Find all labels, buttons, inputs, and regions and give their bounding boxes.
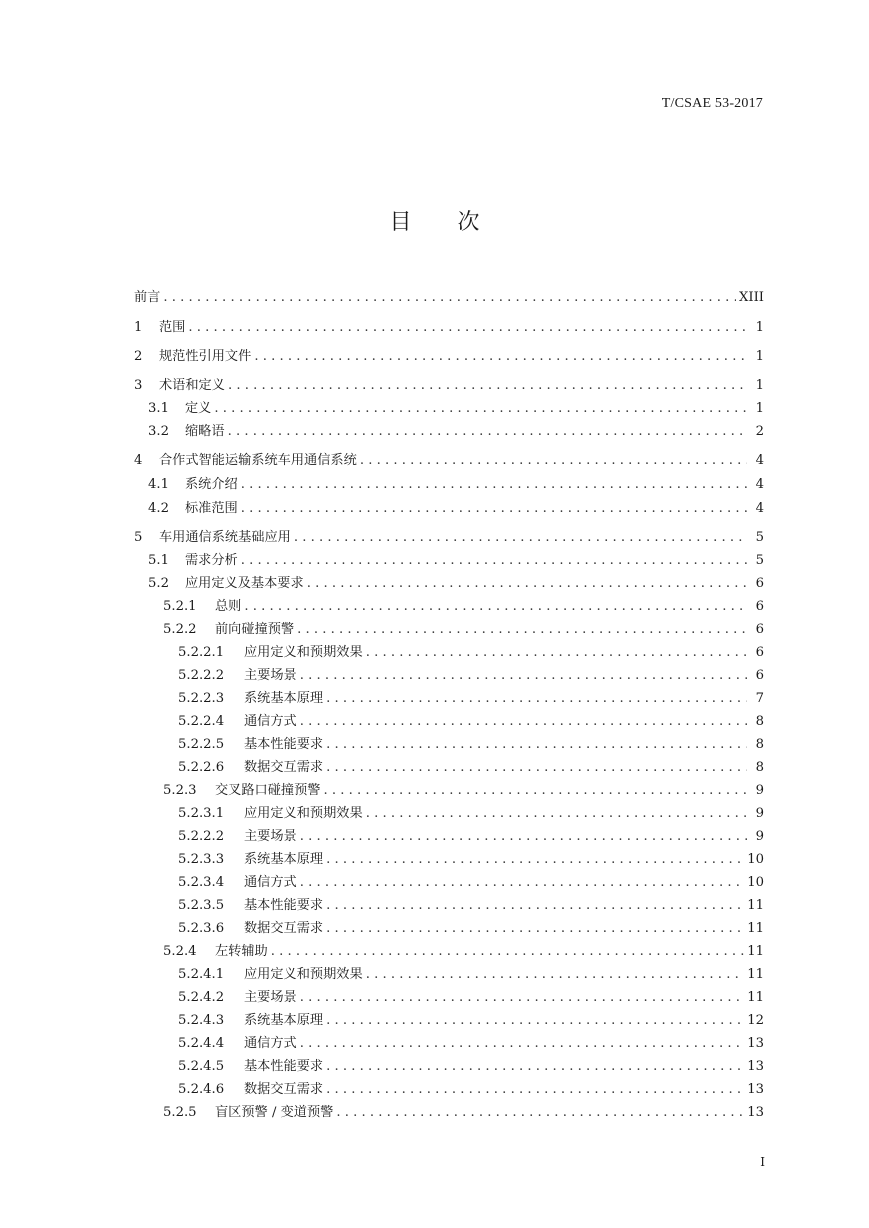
toc-dot-leader [326, 1082, 744, 1097]
toc-dot-leader [300, 829, 747, 844]
toc-dot-leader [326, 921, 744, 936]
toc-dot-leader [307, 576, 747, 591]
toc-entry[interactable] [134, 733, 764, 755]
toc-entry-page: 1 [755, 349, 764, 364]
toc-dot-leader [294, 530, 747, 545]
toc-entry-title: 系统基本原理 [244, 691, 324, 706]
toc-dot-leader [324, 783, 748, 798]
toc-dot-leader [163, 290, 736, 305]
toc-entry[interactable] [134, 397, 764, 419]
toc-dot-leader [241, 553, 747, 568]
toc-entry-number: 5.2.5 [163, 1105, 197, 1120]
toc-entry[interactable] [134, 779, 764, 801]
toc-entry-number: 5.2.3.3 [178, 852, 225, 867]
toc-dot-leader [366, 806, 747, 821]
toc-dot-leader [241, 501, 747, 516]
toc-entry-page: 13 [747, 1105, 764, 1120]
toc-dot-leader [326, 760, 747, 775]
toc-entry-number: 5 [134, 530, 143, 545]
toc-entry-title: 通信方式 [244, 875, 297, 890]
toc-entry-number: 4.2 [148, 501, 169, 516]
toc-entry-title: 数据交互需求 [244, 921, 324, 936]
toc-dot-leader [366, 967, 745, 982]
toc-entry-title: 车用通信系统基础应用 [159, 530, 291, 545]
toc-dot-leader [326, 1013, 744, 1028]
toc-entry-title: 盲区预警 / 变道预警 [215, 1105, 334, 1120]
toc-dot-leader [326, 1059, 744, 1074]
toc-entry-page: 9 [755, 783, 764, 798]
toc-dot-leader [300, 875, 744, 890]
toc-entry[interactable] [134, 848, 764, 870]
toc-dot-leader [254, 349, 747, 364]
toc-entry-title: 合作式智能运输系统车用通信系统 [159, 453, 357, 468]
toc-entry-title: 通信方式 [244, 714, 297, 729]
toc-dot-leader [326, 898, 744, 913]
toc-entry-title: 定义 [185, 401, 212, 416]
toc-entry-title: 数据交互需求 [244, 760, 324, 775]
toc-entry-page: 6 [755, 576, 764, 591]
toc-entry-page: 5 [755, 553, 764, 568]
toc-entry-page: 6 [755, 668, 764, 683]
toc-entry[interactable] [134, 986, 764, 1008]
toc-entry-title: 应用定义和预期效果 [244, 645, 363, 660]
toc-entry-title: 规范性引用文件 [159, 349, 252, 364]
document-code: T/CSAE 53-2017 [661, 96, 763, 111]
toc-entry[interactable] [134, 420, 764, 442]
toc-entry-number: 5.2 [148, 576, 169, 591]
toc-entry-page: 11 [747, 921, 764, 936]
toc-entry-number: 3 [134, 378, 143, 393]
toc-entry[interactable] [134, 710, 764, 732]
toc-entry[interactable] [134, 871, 764, 893]
toc-entry-page: 8 [755, 760, 764, 775]
toc-dot-leader [188, 320, 747, 335]
toc-entry[interactable] [134, 618, 764, 640]
toc-entry[interactable] [134, 286, 764, 308]
toc-entry-page: 8 [755, 714, 764, 729]
toc-entry-number: 5.2.4.1 [178, 967, 225, 982]
toc-entry-page: 12 [747, 1013, 764, 1028]
toc-entry-number: 5.2.2.1 [178, 645, 225, 660]
toc-dot-leader [297, 622, 747, 637]
toc-entry-number: 5.1 [148, 553, 169, 568]
toc-entry[interactable] [134, 756, 764, 778]
toc-entry-number: 5.2.2.4 [178, 714, 225, 729]
toc-dot-leader [336, 1105, 744, 1120]
toc-entry-page: 4 [755, 477, 764, 492]
toc-entry-title: 应用定义和预期效果 [244, 806, 363, 821]
toc-entry-number: 5.2.3 [163, 783, 197, 798]
toc-entry-number: 5.2.4.2 [178, 990, 225, 1005]
toc-entry-number: 5.2.4 [163, 944, 197, 959]
toc-entry[interactable] [134, 802, 764, 824]
toc-entry-title: 标准范围 [185, 501, 238, 516]
toc-entry-number: 5.2.4.3 [178, 1013, 225, 1028]
toc-entry-number: 5.2.4.5 [178, 1059, 225, 1074]
toc-entry-number: 3.2 [148, 424, 169, 439]
toc-entry-page: 8 [755, 737, 764, 752]
page-number: I [760, 1155, 765, 1169]
toc-entry-page: 2 [755, 424, 764, 439]
toc-entry-page: 4 [755, 453, 764, 468]
toc-entry-title: 应用定义和预期效果 [244, 967, 363, 982]
page-title [0, 205, 869, 236]
toc-entry-title: 系统基本原理 [244, 852, 324, 867]
toc-entry-title: 交叉路口碰撞预警 [215, 783, 321, 798]
toc-dot-leader [271, 944, 744, 959]
toc-entry-number: 5.2.2.6 [178, 760, 225, 775]
toc-entry[interactable] [134, 917, 764, 939]
toc-entry-page: 10 [747, 875, 764, 890]
toc-entry[interactable] [134, 825, 764, 847]
toc-entry-number: 1 [134, 320, 143, 335]
toc-entry-number: 5.2.2.2 [178, 668, 225, 683]
toc-entry-page: 13 [747, 1036, 764, 1051]
toc-entry-title: 需求分析 [185, 553, 238, 568]
toc-dot-leader [300, 714, 747, 729]
toc-entry-number: 5.2.4.4 [178, 1036, 225, 1051]
toc-entry-page: 13 [747, 1059, 764, 1074]
toc-entry[interactable] [134, 1055, 764, 1077]
toc-entry-title: 左转辅助 [215, 944, 268, 959]
title-char-2: 次 [457, 210, 480, 235]
toc-entry-page: 13 [747, 1082, 764, 1097]
toc-entry-page: XIII [738, 290, 764, 305]
toc-dot-leader [326, 737, 747, 752]
toc-entry-number: 5.2.1 [163, 599, 197, 614]
toc-entry-number: 5.2.3.6 [178, 921, 225, 936]
toc-entry-title: 应用定义及基本要求 [185, 576, 304, 591]
toc-entry[interactable] [134, 374, 764, 396]
toc-entry[interactable] [134, 641, 764, 663]
toc-entry-page: 7 [755, 691, 764, 706]
toc-entry-page: 5 [755, 530, 764, 545]
toc-dot-leader [300, 990, 744, 1005]
toc-entry[interactable] [134, 1009, 764, 1031]
toc-dot-leader [228, 424, 747, 439]
toc-entry-page: 4 [755, 501, 764, 516]
toc-entry-number: 4.1 [148, 477, 169, 492]
toc-entry-page: 10 [747, 852, 764, 867]
toc-dot-leader [214, 401, 747, 416]
toc-entry-title: 主要场景 [244, 829, 297, 844]
toc-dot-leader [326, 852, 744, 867]
toc-entry-page: 1 [755, 320, 764, 335]
toc-dot-leader [228, 378, 747, 393]
toc-entry-title: 术语和定义 [159, 378, 225, 393]
toc-entry[interactable] [134, 497, 764, 519]
toc-entry[interactable] [134, 549, 764, 571]
toc-entry-number: 5.2.2.2 [178, 829, 225, 844]
toc-entry-page: 1 [755, 401, 764, 416]
toc-entry[interactable] [134, 1078, 764, 1100]
toc-dot-leader [326, 691, 747, 706]
toc-entry-page: 6 [755, 599, 764, 614]
toc-entry-number: 5.2.4.6 [178, 1082, 225, 1097]
toc-entry-page: 6 [755, 622, 764, 637]
toc-entry-number: 5.2.3.1 [178, 806, 225, 821]
toc-entry-title: 前向碰撞预警 [215, 622, 295, 637]
toc-entry[interactable] [134, 687, 764, 709]
toc-entry-page: 9 [755, 806, 764, 821]
toc-entry[interactable] [134, 1101, 764, 1123]
toc-entry[interactable] [134, 664, 764, 686]
toc-entry-title: 主要场景 [244, 990, 297, 1005]
toc-entry-number: 5.2.3.4 [178, 875, 225, 890]
toc-entry-number: 2 [134, 349, 143, 364]
toc-entry-title: 总则 [215, 599, 242, 614]
toc-entry[interactable] [134, 316, 764, 338]
toc-entry-number: 5.2.2.3 [178, 691, 225, 706]
toc-entry-title: 系统基本原理 [244, 1013, 324, 1028]
toc-entry-title: 系统介绍 [185, 477, 238, 492]
toc-entry-page: 11 [747, 944, 764, 959]
toc-entry-page: 6 [755, 645, 764, 660]
toc-entry-page: 1 [755, 378, 764, 393]
toc-dot-leader [300, 1036, 744, 1051]
toc-entry-page: 9 [755, 829, 764, 844]
toc-entry[interactable] [134, 449, 764, 471]
toc-entry-title: 基本性能要求 [244, 898, 324, 913]
toc-entry[interactable] [134, 345, 764, 367]
toc-entry[interactable] [134, 572, 764, 594]
toc-entry-page: 11 [747, 967, 764, 982]
toc-entry-number: 3.1 [148, 401, 169, 416]
toc-entry-title: 通信方式 [244, 1036, 297, 1051]
toc-entry-title: 基本性能要求 [244, 737, 324, 752]
toc-entry[interactable] [134, 526, 764, 548]
toc-dot-leader [300, 668, 747, 683]
toc-dot-leader [244, 599, 747, 614]
toc-entry-title: 缩略语 [185, 424, 225, 439]
toc-entry-title: 基本性能要求 [244, 1059, 324, 1074]
toc-entry[interactable] [134, 1032, 764, 1054]
toc-entry[interactable] [134, 473, 764, 495]
toc-entry-page: 11 [747, 898, 764, 913]
toc-entry[interactable] [134, 894, 764, 916]
toc-entry-title: 范围 [159, 320, 186, 335]
toc-entry-title: 前言 [134, 290, 161, 305]
toc-entry[interactable] [134, 963, 764, 985]
toc-dot-leader [241, 477, 747, 492]
toc-entry-number: 4 [134, 453, 143, 468]
toc-entry-title: 数据交互需求 [244, 1082, 324, 1097]
toc-entry-page: 11 [747, 990, 764, 1005]
toc-entry[interactable] [134, 940, 764, 962]
toc-entry-title: 主要场景 [244, 668, 297, 683]
toc-entry[interactable] [134, 595, 764, 617]
title-char-1: 目 [389, 210, 412, 235]
toc-entry-number: 5.2.2.5 [178, 737, 225, 752]
toc-dot-leader [366, 645, 747, 660]
toc-entry-number: 5.2.2 [163, 622, 197, 637]
toc-dot-leader [360, 453, 747, 468]
toc-entry-number: 5.2.3.5 [178, 898, 225, 913]
